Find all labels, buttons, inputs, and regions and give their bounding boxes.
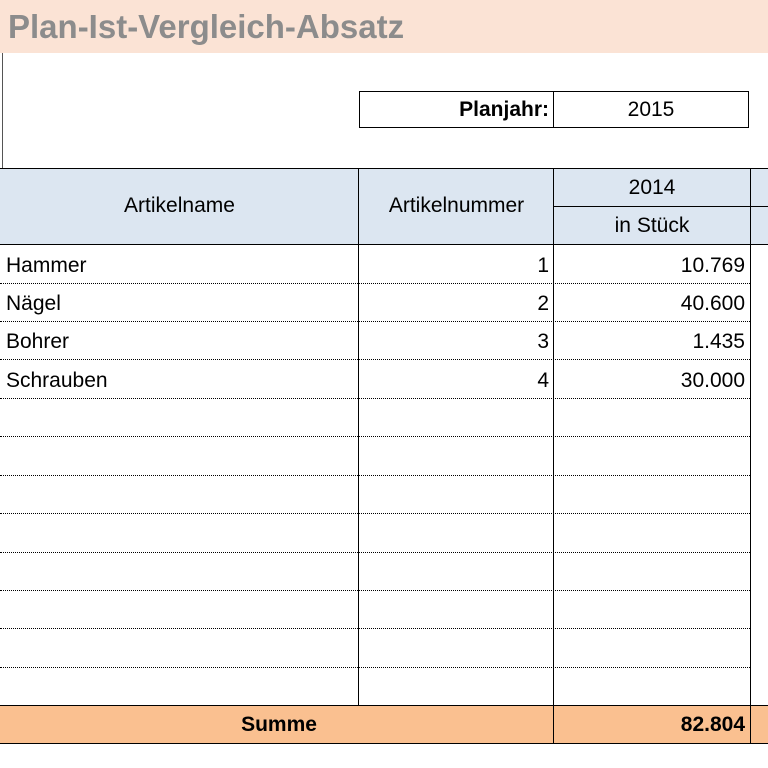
artikelname-cell[interactable]: Schrauben: [6, 369, 108, 392]
artikelnummer-cell[interactable]: 2: [537, 292, 549, 315]
row-separator: [0, 283, 750, 284]
header-artikelname-label: Artikelname: [124, 194, 235, 217]
sum-bottom-border: [0, 743, 768, 744]
sheet-title: Plan-Ist-Vergleich-Absatz: [8, 8, 405, 45]
sum-label: Summe: [241, 713, 317, 736]
row-separator: [0, 321, 750, 322]
table-top-border: [0, 168, 768, 169]
header-year[interactable]: [554, 169, 750, 206]
row-separator: [0, 590, 750, 591]
header-next-column[interactable]: [751, 169, 768, 245]
header-unit[interactable]: [554, 207, 750, 245]
header-unit-label: in Stück: [614, 214, 690, 237]
left-border: [2, 53, 3, 168]
row-separator: [0, 475, 750, 476]
header-artikelnummer-label: Artikelnummer: [388, 194, 525, 217]
quantity-cell[interactable]: 30.000: [680, 369, 745, 392]
row-separator: [0, 398, 750, 399]
artikelname-cell[interactable]: Nägel: [6, 292, 61, 315]
header-bottom-border: [0, 244, 768, 245]
planjahr-label: Planjahr:: [359, 91, 554, 128]
quantity-cell[interactable]: 1.435: [692, 330, 745, 353]
row-separator: [0, 667, 750, 668]
header-year-label: 2014: [628, 176, 676, 199]
col-divider-3: [750, 168, 751, 744]
row-separator: [0, 513, 750, 514]
header-artikelname[interactable]: [0, 169, 359, 245]
artikelname-cell[interactable]: Hammer: [6, 254, 87, 277]
row-separator: [0, 359, 750, 360]
quantity-cell[interactable]: 10.769: [680, 254, 745, 277]
sum-top-border: [0, 705, 768, 706]
sum-value[interactable]: 82.804: [680, 713, 745, 736]
artikelnummer-cell[interactable]: 4: [537, 369, 549, 392]
row-separator: [0, 552, 750, 553]
title-banner: [0, 0, 768, 53]
header-artikelnummer[interactable]: [359, 169, 554, 245]
artikelname-cell[interactable]: Bohrer: [6, 330, 70, 353]
planjahr-value-cell[interactable]: 2015: [553, 91, 749, 128]
row-separator: [0, 436, 750, 437]
artikelnummer-cell[interactable]: 1: [537, 254, 549, 277]
row-separator: [0, 628, 750, 629]
year-divider: [554, 206, 768, 207]
quantity-cell[interactable]: 40.600: [680, 292, 745, 315]
artikelnummer-cell[interactable]: 3: [537, 330, 549, 353]
